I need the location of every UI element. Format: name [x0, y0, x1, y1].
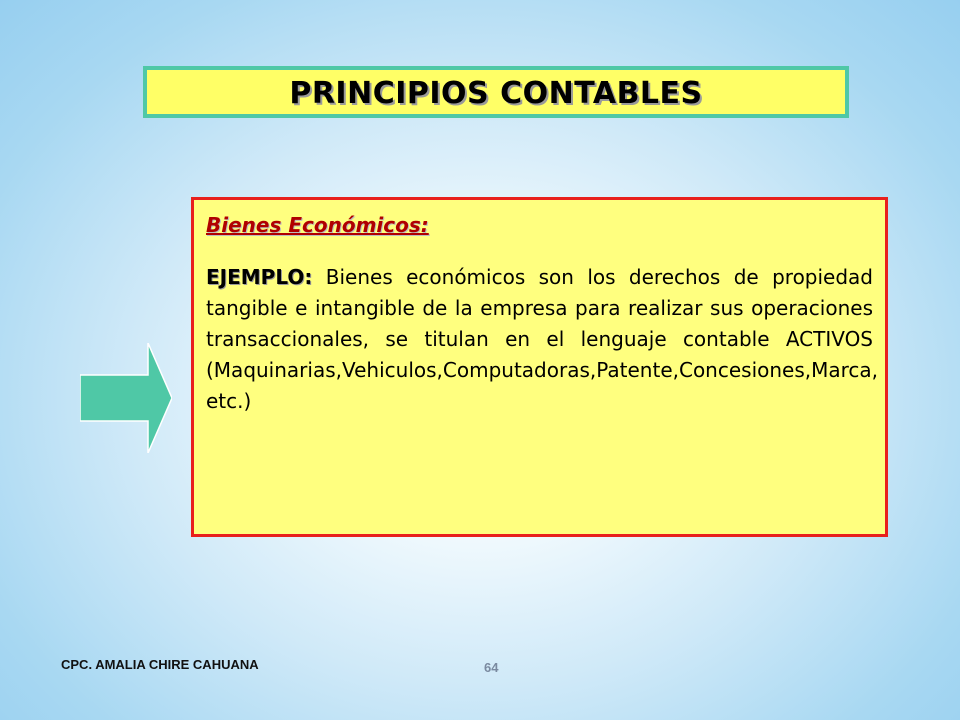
- example-label: EJEMPLO:: [206, 265, 313, 289]
- section-subtitle: Bienes Económicos:: [206, 213, 429, 237]
- slide-title: PRINCIPIOS CONTABLES: [289, 75, 703, 111]
- footer-author: CPC. AMALIA CHIRE CAHUANA: [61, 657, 259, 672]
- example-paragraph: [206, 262, 879, 417]
- example-text: Bienes económicos son los derechos de propiedad tangible e intangible de la empresa para realizar sus operaciones transaccionales, se titulan en el lenguaje contable ACTIVOS (Maquinarias,Vehiculos,Computadoras,Patente,Concesiones,Marca, etc.): [206, 265, 879, 413]
- right-arrow-icon: [80, 343, 172, 453]
- title-box: [143, 66, 849, 118]
- page-number: 64: [484, 660, 499, 675]
- content-box: [191, 197, 888, 537]
